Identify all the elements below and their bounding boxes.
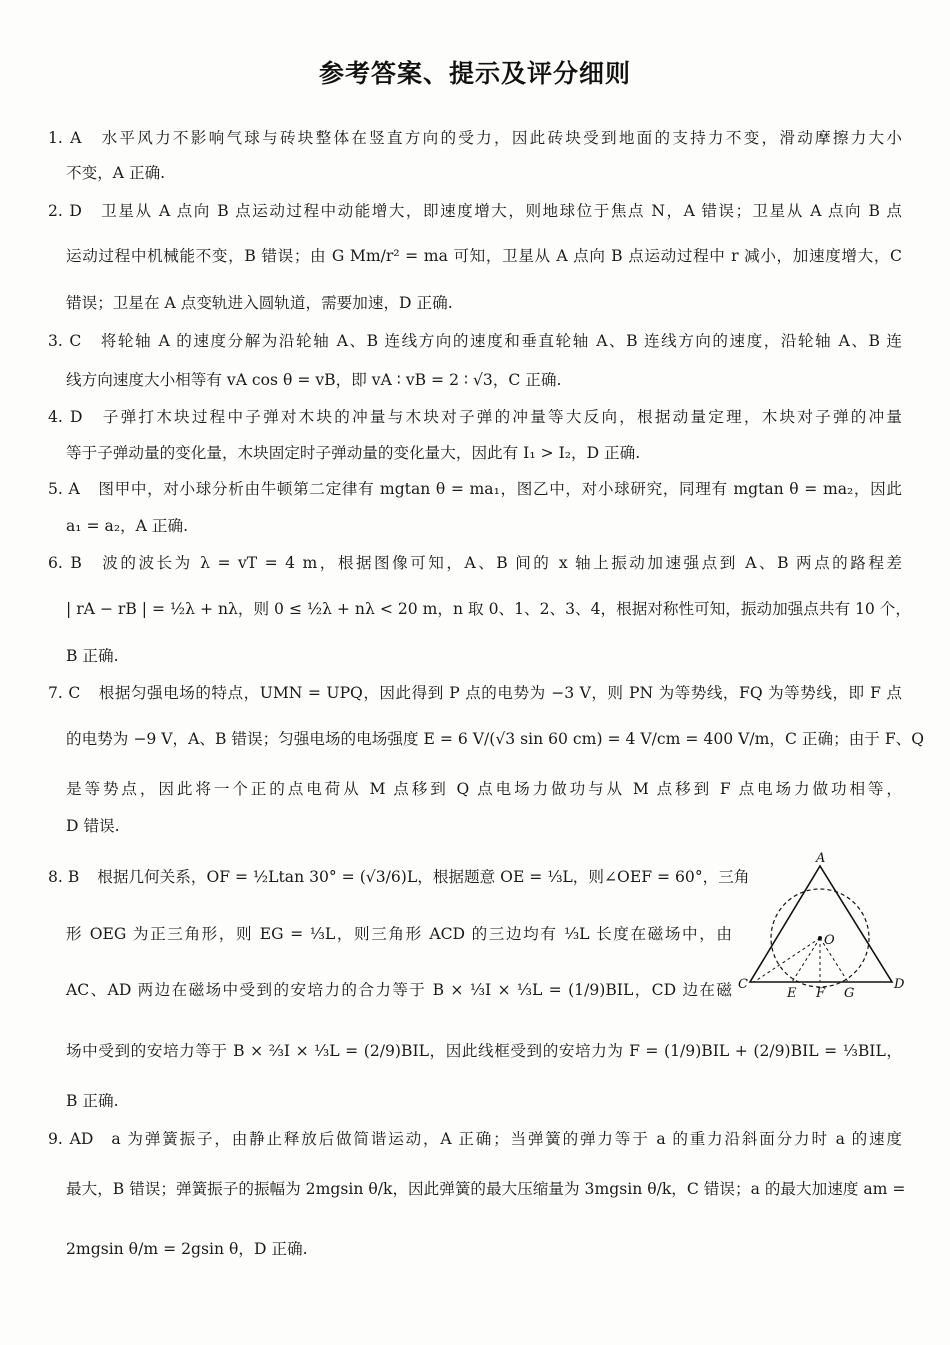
line-14 — [66, 645, 119, 667]
line-text: a 为弹簧振子，由静止释放后做简谐运动，A 正确；当弹簧的弹力等于 a 的重力沿斜面分力时 a 的速度 — [111, 1130, 902, 1148]
line-24 — [48, 1128, 902, 1150]
label-g: G — [844, 986, 855, 1000]
line-text: 子弹打木块过程中子弹对木块的冲量与木块对子弹的冲量等大反向，根据动量定理，木块对子弹的冲量 — [100, 408, 902, 426]
line-text: 2mgsin θ/m = 2gsin θ，D 正确. — [66, 1240, 308, 1258]
label-o: O — [824, 933, 835, 948]
line-text: B 正确. — [66, 1092, 119, 1110]
page-title: 参考答案、提示及评分细则 — [318, 59, 631, 88]
triangle-magnetic-field-diagram — [736, 848, 908, 1000]
question-number: 9. AD — [48, 1130, 94, 1148]
line-text: 不变，A 正确. — [66, 164, 166, 182]
line-text: | rA − rB | = ½λ + nλ，则 0 ≤ ½λ + nλ < 20 m，n 取 0、1、2、3、4，根据对称性可知，振动加强点共有 10 个， — [66, 600, 911, 618]
line-19 — [48, 866, 750, 888]
line-23 — [66, 1090, 119, 1112]
line-text: 图甲中，对小球分析由牛顿第二定律有 mgtan θ = ma₁，图乙中，对小球研究，同理有 mgtan θ = ma₂，因此 — [97, 480, 902, 498]
line-11 — [66, 515, 188, 537]
label-a: A — [816, 851, 826, 866]
line-text: 将轮轴 A 的速度分解为沿轮轴 A、B 连线方向的速度和垂直轮轴 A、B 连线方向的速度，沿轮轴 A、B 连 — [99, 332, 902, 350]
line-oe — [792, 938, 820, 982]
line-text: B 正确. — [66, 647, 119, 665]
triangle-acd — [750, 866, 892, 982]
line-text: 波的波长为 λ = vT = 4 m，根据图像可知，A、B 间的 x 轴上振动加速强点到 A、B 两点的路程差 — [99, 554, 903, 572]
line-text: 运动过程中机械能不变，B 错误；由 G Mm/r² = ma 可知，卫星从 A 点向 B 点运动过程中 r 减小，加速度增大，C — [66, 247, 902, 265]
line-text: 的电势为 −9 V，A、B 错误；匀强电场的电场强度 E = 6 V/(√3 sin 60 cm) = 4 V/cm = 400 V/m，C 正确；由于 F、Q — [66, 730, 925, 748]
line-text: 形 OEG 为正三角形，则 EG = ⅓L，则三角形 ACD 的三边均有 ⅓L 长度在磁场中，由 — [66, 925, 732, 943]
line-10 — [48, 478, 902, 500]
line-15 — [48, 682, 902, 704]
line-21 — [66, 979, 732, 1001]
question-number: 2. D — [48, 202, 82, 220]
line-text: D 错误. — [66, 817, 120, 835]
line-18 — [66, 815, 120, 837]
line-text: 线方向速度大小相等有 vA cos θ = vB，即 vA ∶ vB = 2 ∶ √3，C 正确. — [66, 371, 562, 389]
question-number: 7. C — [48, 684, 81, 702]
label-d: D — [894, 977, 905, 992]
label-e: E — [787, 986, 797, 1000]
question-number: 8. B — [48, 868, 80, 886]
line-9 — [66, 442, 640, 464]
question-number: 6. B — [48, 554, 82, 572]
line-25 — [66, 1178, 906, 1200]
question-number: 4. D — [48, 408, 83, 426]
line-13 — [66, 598, 911, 620]
line-5 — [66, 292, 453, 314]
line-17 — [66, 778, 902, 800]
line-3 — [48, 200, 902, 222]
line-text: AC、AD 两边在磁场中受到的安培力的合力等于 B × ⅓I × ⅓L = (1/9)BIL，CD 边在磁 — [66, 981, 732, 999]
line-text: 错误；卫星在 A 点变轨进入圆轨道，需要加速，D 正确. — [66, 294, 453, 312]
label-c: C — [738, 977, 748, 992]
line-text: 最大，B 错误；弹簧振子的振幅为 2mgsin θ/k，因此弹簧的最大压缩量为 3mgsin θ/k，C 错误；a 的最大加速度 am = — [66, 1180, 906, 1198]
label-f: F — [816, 986, 826, 1000]
line-text: 根据匀强电场的特点，UMN = UPQ，因此得到 P 点的电势为 −3 V，则 PN 为等势线，FQ 为等势线，即 F 点 — [98, 684, 902, 702]
line-7 — [66, 369, 561, 391]
line-text: a₁ = a₂，A 正确. — [66, 517, 189, 535]
line-text: 是等势点，因此将一个正的点电荷从 M 点移到 Q 点电场力做功与从 M 点移到 F 点电场力做功相等， — [66, 780, 902, 798]
line-4 — [66, 245, 902, 267]
line-text: 卫星从 A 点向 B 点运动过程中动能增大，即速度增大，则地球位于焦点 N，A 错误；卫星从 A 点向 B 点 — [99, 202, 902, 220]
line-6 — [48, 330, 902, 352]
line-text: 场中受到的安培力等于 B × ⅔I × ⅓L = (2/9)BIL，因此线框受到的安培力为 F = (1/9)BIL + (2/9)BIL = ⅓BIL， — [66, 1042, 902, 1060]
line-26 — [66, 1238, 308, 1260]
center-point-o — [818, 936, 822, 940]
line-8 — [48, 406, 902, 428]
line-text: 根据几何关系，OF = ½Ltan 30° = (√3/6)L，根据题意 OE = ⅓L，则∠OEF = 60°，三角 — [97, 868, 750, 886]
question-number: 5. A — [48, 480, 80, 498]
line-text: 水平风力不影响气球与砖块整体在竖直方向的受力，因此砖块受到地面的支持力不变，滑动摩擦力大小 — [99, 129, 902, 147]
line-22 — [66, 1040, 902, 1062]
line-16 — [66, 728, 925, 750]
question-number: 3. C — [48, 332, 82, 350]
line-20 — [66, 923, 732, 945]
line-1 — [48, 127, 902, 149]
line-text: 等于子弹动量的变化量，木块固定时子弹动量的变化量大，因此有 I₁ > I₂，D 正确. — [66, 444, 641, 462]
line-2 — [66, 162, 165, 184]
line-12 — [48, 552, 902, 574]
question-number: 1. A — [48, 129, 82, 147]
